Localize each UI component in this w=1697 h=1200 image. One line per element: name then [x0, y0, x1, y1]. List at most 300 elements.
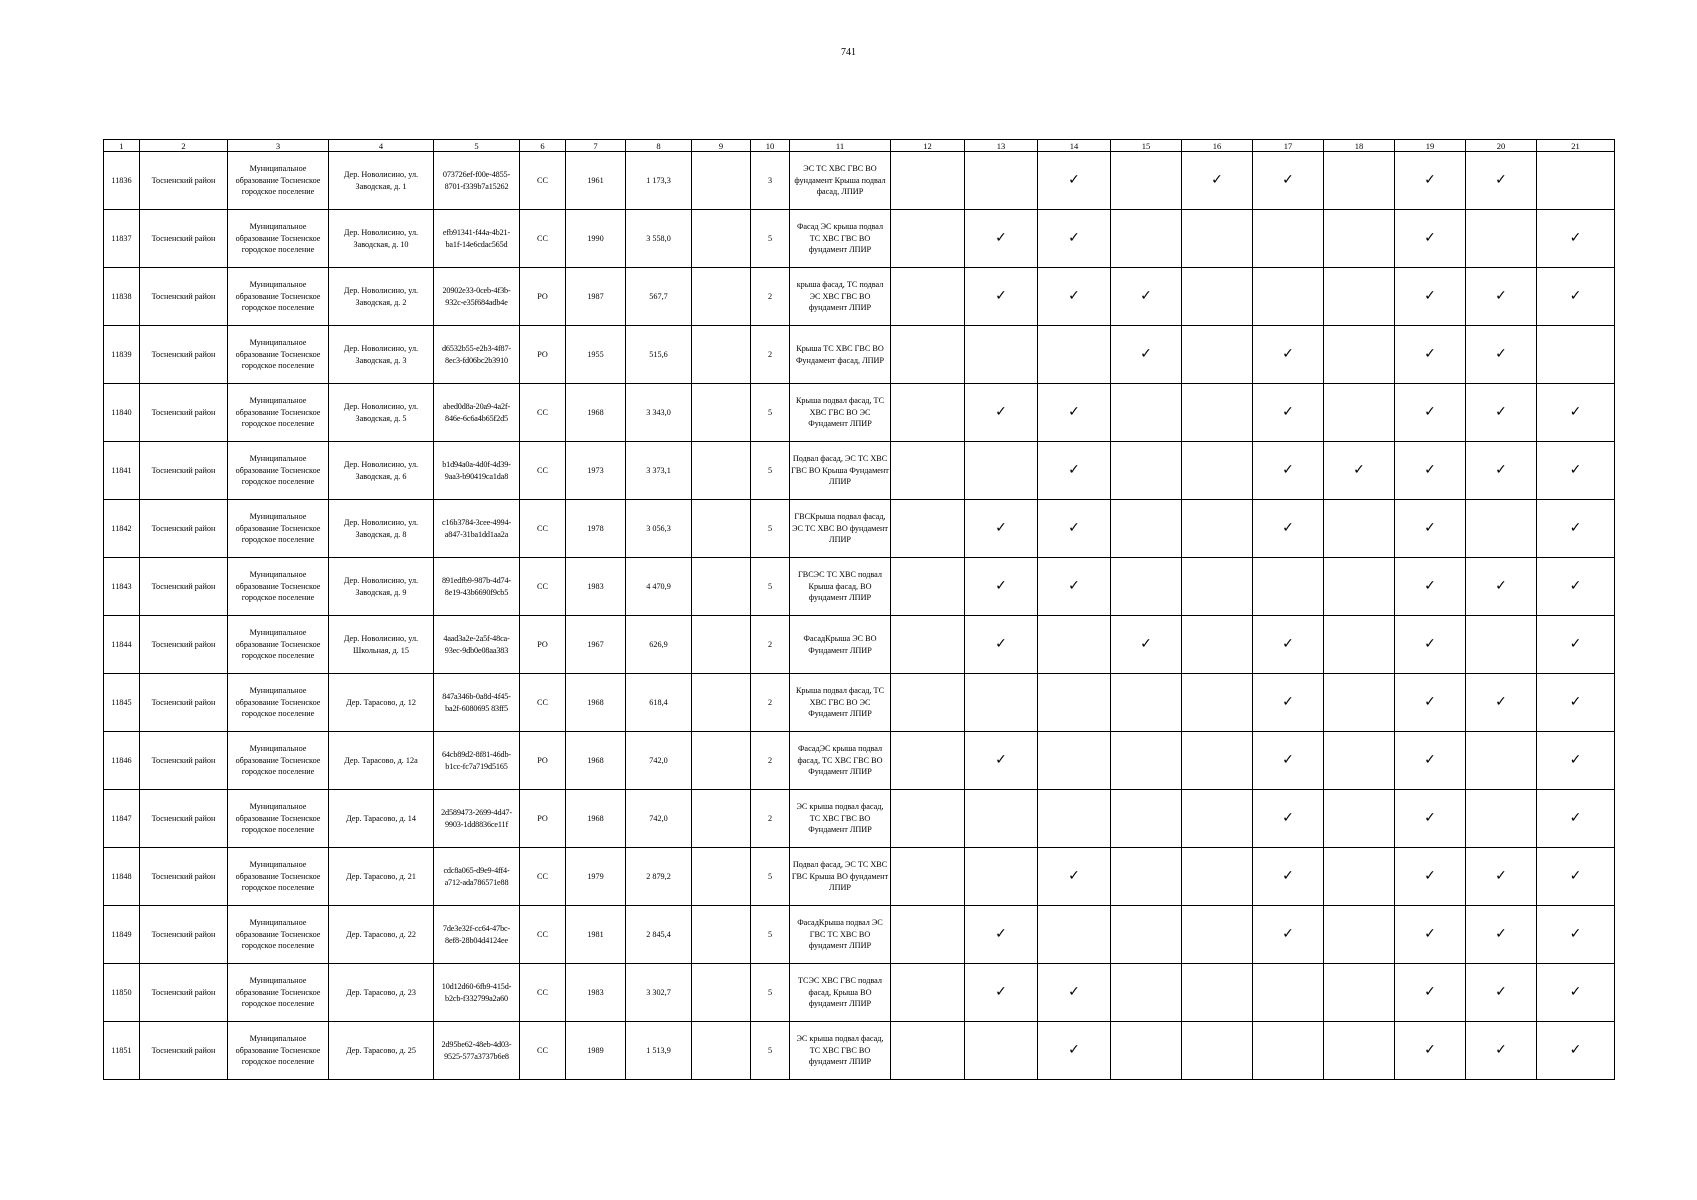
cell-check-col-14: [1038, 848, 1111, 906]
page-number: 741: [841, 47, 856, 58]
cell-guid: 2d95be62-48eb-4d03-9525-577a3737b6e8: [434, 1022, 520, 1080]
cell-year: 1961: [566, 152, 626, 210]
cell-check-col-19: [1395, 848, 1466, 906]
cell-c12: [891, 790, 965, 848]
cell-check-col-15: [1111, 500, 1182, 558]
cell-municipality: Муниципальное образование Тосненское городское поселение: [228, 210, 329, 268]
cell-address: Дер. Тарасово, д. 12а: [329, 732, 434, 790]
column-header: 1: [104, 140, 140, 152]
cell-check-col-21: [1537, 790, 1615, 848]
cell-check-col-14: [1038, 964, 1111, 1022]
table-row: [104, 732, 1615, 790]
cell-check-col-20: [1466, 964, 1537, 1022]
checkmark-icon: ✓: [1068, 868, 1080, 885]
cell-address: Дер. Тарасово, д. 12: [329, 674, 434, 732]
cell-district: Тосненский район: [140, 500, 228, 558]
checkmark-icon: ✓: [1495, 462, 1507, 479]
checkmark-icon: ✓: [1495, 404, 1507, 421]
cell-type: СС: [520, 152, 566, 210]
checkmark-icon: ✓: [1140, 346, 1152, 363]
cell-check-col-17: [1253, 790, 1324, 848]
cell-works: ЭС ТС ХВС ГВС ВО фундамент Крыша подвал фасад, ЛПИР: [790, 152, 891, 210]
cell-check-col-20: [1466, 558, 1537, 616]
table-row: [104, 384, 1615, 442]
checkmark-icon: ✓: [1068, 462, 1080, 479]
cell-check-col-14: [1038, 326, 1111, 384]
checkmark-icon: ✓: [1424, 694, 1436, 711]
cell-area: 626,9: [626, 616, 692, 674]
cell-c9: [692, 790, 751, 848]
cell-municipality: Муниципальное образование Тосненское городское поселение: [228, 964, 329, 1022]
checkmark-icon: ✓: [1569, 404, 1582, 421]
cell-check-col-18: [1324, 964, 1395, 1022]
checkmark-icon: ✓: [1424, 868, 1436, 885]
checkmark-icon: ✓: [1282, 694, 1294, 711]
checkmark-icon: ✓: [1424, 230, 1436, 247]
cell-check-col-16: [1182, 906, 1253, 964]
cell-check-col-20: [1466, 790, 1537, 848]
cell-area: 4 470,9: [626, 558, 692, 616]
cell-check-col-16: [1182, 326, 1253, 384]
cell-c12: [891, 964, 965, 1022]
cell-area: 3 558,0: [626, 210, 692, 268]
cell-works: Крыша ТС ХВС ГВС ВО Фундамент фасад, ЛПИР: [790, 326, 891, 384]
cell-type: СС: [520, 384, 566, 442]
cell-c12: [891, 268, 965, 326]
cell-check-col-16: [1182, 152, 1253, 210]
cell-area: 3 343,0: [626, 384, 692, 442]
cell-check-col-18: [1324, 674, 1395, 732]
table-row: [104, 906, 1615, 964]
column-header: 3: [228, 140, 329, 152]
column-header: 18: [1324, 140, 1395, 152]
cell-district: Тосненский район: [140, 906, 228, 964]
cell-guid: d6532b55-e2b3-4f87-8ec3-fd06bc2b3910: [434, 326, 520, 384]
cell-c9: [692, 674, 751, 732]
checkmark-icon: ✓: [1211, 172, 1223, 189]
cell-district: Тосненский район: [140, 384, 228, 442]
cell-id: 11845: [104, 674, 140, 732]
cell-check-col-18: [1324, 1022, 1395, 1080]
cell-area: 3 302,7: [626, 964, 692, 1022]
cell-year: 1987: [566, 268, 626, 326]
cell-municipality: Муниципальное образование Тосненское городское поселение: [228, 848, 329, 906]
checkmark-icon: ✓: [1495, 984, 1507, 1001]
cell-check-col-17: [1253, 964, 1324, 1022]
cell-check-col-15: [1111, 1022, 1182, 1080]
cell-type: СС: [520, 500, 566, 558]
cell-check-col-18: [1324, 906, 1395, 964]
checkmark-icon: ✓: [1424, 288, 1436, 305]
checkmark-icon: ✓: [1282, 172, 1294, 189]
cell-check-col-17: [1253, 384, 1324, 442]
cell-c10: 5: [751, 906, 790, 964]
cell-check-col-19: [1395, 210, 1466, 268]
cell-works: Подвал фасад, ЭС ТС ХВС ГВС ВО Крыша Фундамент ЛПИР: [790, 442, 891, 500]
cell-c10: 5: [751, 500, 790, 558]
cell-municipality: Муниципальное образование Тосненское городское поселение: [228, 442, 329, 500]
cell-year: 1968: [566, 674, 626, 732]
column-header: 16: [1182, 140, 1253, 152]
cell-guid: 891edfb9-987b-4d74-8e19-43b6690f9cb5: [434, 558, 520, 616]
cell-area: 742,0: [626, 732, 692, 790]
cell-year: 1967: [566, 616, 626, 674]
cell-year: 1981: [566, 906, 626, 964]
cell-c10: 5: [751, 1022, 790, 1080]
cell-check-col-20: [1466, 906, 1537, 964]
cell-c9: [692, 326, 751, 384]
table-row: [104, 558, 1615, 616]
cell-check-col-14: [1038, 210, 1111, 268]
cell-check-col-13: [965, 442, 1038, 500]
cell-check-col-16: [1182, 210, 1253, 268]
cell-id: 11847: [104, 790, 140, 848]
cell-c12: [891, 848, 965, 906]
cell-check-col-16: [1182, 442, 1253, 500]
table-row: [104, 616, 1615, 674]
cell-works: Фасад ЭС крыша подвал ТС ХВС ГВС ВО фундамент ЛПИР: [790, 210, 891, 268]
cell-type: РО: [520, 268, 566, 326]
cell-c12: [891, 616, 965, 674]
cell-c12: [891, 210, 965, 268]
cell-check-col-15: [1111, 790, 1182, 848]
cell-area: 618,4: [626, 674, 692, 732]
cell-check-col-15: [1111, 906, 1182, 964]
cell-check-col-13: [965, 268, 1038, 326]
cell-district: Тосненский район: [140, 268, 228, 326]
cell-area: 515,6: [626, 326, 692, 384]
cell-c9: [692, 210, 751, 268]
cell-check-col-13: [965, 964, 1038, 1022]
housing-register-table: [103, 139, 1615, 1080]
cell-c12: [891, 906, 965, 964]
cell-c9: [692, 848, 751, 906]
cell-check-col-18: [1324, 326, 1395, 384]
cell-c10: 5: [751, 210, 790, 268]
cell-check-col-21: [1537, 210, 1615, 268]
cell-district: Тосненский район: [140, 732, 228, 790]
cell-address: Дер. Новолисино, ул. Заводская, д. 10: [329, 210, 434, 268]
cell-check-col-16: [1182, 500, 1253, 558]
cell-municipality: Муниципальное образование Тосненское городское поселение: [228, 906, 329, 964]
cell-check-col-14: [1038, 442, 1111, 500]
cell-check-col-16: [1182, 558, 1253, 616]
column-header: 4: [329, 140, 434, 152]
cell-check-col-20: [1466, 268, 1537, 326]
cell-type: СС: [520, 964, 566, 1022]
cell-area: 742,0: [626, 790, 692, 848]
checkmark-icon: ✓: [995, 520, 1007, 537]
column-header: 10: [751, 140, 790, 152]
cell-check-col-14: [1038, 152, 1111, 210]
cell-c9: [692, 442, 751, 500]
checkmark-icon: ✓: [1282, 636, 1294, 653]
checkmark-icon: ✓: [1424, 926, 1436, 943]
cell-c9: [692, 152, 751, 210]
cell-year: 1978: [566, 500, 626, 558]
cell-check-col-13: [965, 1022, 1038, 1080]
checkmark-icon: ✓: [1569, 520, 1582, 537]
checkmark-icon: ✓: [1424, 636, 1436, 653]
checkmark-icon: ✓: [995, 404, 1007, 421]
cell-municipality: Муниципальное образование Тосненское городское поселение: [228, 500, 329, 558]
cell-check-col-20: [1466, 674, 1537, 732]
cell-guid: 073726ef-f00e-4855-8701-f339b7a15262: [434, 152, 520, 210]
cell-check-col-21: [1537, 152, 1615, 210]
cell-check-col-14: [1038, 732, 1111, 790]
cell-check-col-15: [1111, 616, 1182, 674]
cell-area: 567,7: [626, 268, 692, 326]
cell-c10: 2: [751, 790, 790, 848]
cell-c9: [692, 558, 751, 616]
cell-check-col-17: [1253, 442, 1324, 500]
checkmark-icon: ✓: [1140, 288, 1152, 305]
cell-year: 1983: [566, 558, 626, 616]
cell-type: СС: [520, 848, 566, 906]
cell-check-col-21: [1537, 732, 1615, 790]
checkmark-icon: ✓: [1353, 462, 1365, 479]
checkmark-icon: ✓: [995, 230, 1007, 247]
cell-check-col-18: [1324, 442, 1395, 500]
cell-address: Дер. Новолисино, ул. Заводская, д. 2: [329, 268, 434, 326]
cell-check-col-16: [1182, 790, 1253, 848]
cell-check-col-17: [1253, 616, 1324, 674]
cell-district: Тосненский район: [140, 210, 228, 268]
cell-check-col-21: [1537, 384, 1615, 442]
checkmark-icon: ✓: [1068, 288, 1080, 305]
cell-area: 2 879,2: [626, 848, 692, 906]
cell-id: 11851: [104, 1022, 140, 1080]
cell-c10: 5: [751, 848, 790, 906]
cell-check-col-15: [1111, 674, 1182, 732]
cell-check-col-21: [1537, 964, 1615, 1022]
cell-check-col-14: [1038, 1022, 1111, 1080]
cell-district: Тосненский район: [140, 616, 228, 674]
cell-check-col-20: [1466, 326, 1537, 384]
checkmark-icon: ✓: [1495, 694, 1507, 711]
cell-c12: [891, 732, 965, 790]
cell-check-col-17: [1253, 1022, 1324, 1080]
cell-year: 1990: [566, 210, 626, 268]
cell-guid: abed0d8a-20a9-4a2f-846e-6c6a4b65f2d5: [434, 384, 520, 442]
cell-c10: 2: [751, 732, 790, 790]
checkmark-icon: ✓: [1569, 230, 1582, 247]
checkmark-icon: ✓: [1282, 346, 1294, 363]
checkmark-icon: ✓: [1495, 868, 1507, 885]
checkmark-icon: ✓: [1282, 752, 1294, 769]
table-row: [104, 326, 1615, 384]
checkmark-icon: ✓: [1495, 288, 1507, 305]
cell-check-col-15: [1111, 848, 1182, 906]
cell-check-col-18: [1324, 616, 1395, 674]
checkmark-icon: ✓: [1569, 926, 1582, 943]
cell-c9: [692, 1022, 751, 1080]
cell-address: Дер. Новолисино, ул. Заводская, д. 5: [329, 384, 434, 442]
cell-check-col-19: [1395, 674, 1466, 732]
cell-id: 11849: [104, 906, 140, 964]
cell-check-col-19: [1395, 790, 1466, 848]
checkmark-icon: ✓: [1495, 578, 1507, 595]
cell-check-col-21: [1537, 268, 1615, 326]
cell-c10: 2: [751, 268, 790, 326]
cell-check-col-17: [1253, 558, 1324, 616]
cell-type: РО: [520, 616, 566, 674]
cell-c10: 3: [751, 152, 790, 210]
cell-check-col-21: [1537, 848, 1615, 906]
table-row: [104, 964, 1615, 1022]
cell-check-col-19: [1395, 152, 1466, 210]
checkmark-icon: ✓: [1424, 1042, 1436, 1059]
cell-c12: [891, 674, 965, 732]
cell-check-col-13: [965, 848, 1038, 906]
checkmark-icon: ✓: [1569, 1042, 1582, 1059]
column-header: 7: [566, 140, 626, 152]
cell-c10: 5: [751, 442, 790, 500]
cell-c12: [891, 152, 965, 210]
cell-c9: [692, 268, 751, 326]
cell-guid: 64cb89d2-8f81-46db-b1cc-fc7a719d5165: [434, 732, 520, 790]
cell-c9: [692, 616, 751, 674]
cell-area: 1 173,3: [626, 152, 692, 210]
column-header: 12: [891, 140, 965, 152]
cell-check-col-14: [1038, 906, 1111, 964]
cell-check-col-20: [1466, 384, 1537, 442]
cell-check-col-15: [1111, 152, 1182, 210]
cell-check-col-17: [1253, 732, 1324, 790]
cell-works: ТСЭС ХВС ГВС подвал фасад, Крыша ВО фундамент ЛПИР: [790, 964, 891, 1022]
cell-check-col-16: [1182, 964, 1253, 1022]
cell-check-col-19: [1395, 326, 1466, 384]
column-header: 20: [1466, 140, 1537, 152]
checkmark-icon: ✓: [1569, 636, 1582, 653]
cell-address: Дер. Новолисино, ул. Заводская, д. 3: [329, 326, 434, 384]
cell-works: Крыша подвал фасад, ТС ХВС ГВС ВО ЭС Фундамент ЛПИР: [790, 384, 891, 442]
cell-municipality: Муниципальное образование Тосненское городское поселение: [228, 152, 329, 210]
cell-check-col-21: [1537, 558, 1615, 616]
cell-c12: [891, 384, 965, 442]
checkmark-icon: ✓: [1569, 694, 1582, 711]
cell-area: 3 373,1: [626, 442, 692, 500]
cell-guid: 2d589473-2699-4d47-9903-1dd8836ce11f: [434, 790, 520, 848]
cell-address: Дер. Тарасово, д. 25: [329, 1022, 434, 1080]
cell-id: 11850: [104, 964, 140, 1022]
cell-year: 1973: [566, 442, 626, 500]
cell-guid: 847a346b-0a8d-4f45-ba2f-6080695 83ff5: [434, 674, 520, 732]
table-row: [104, 1022, 1615, 1080]
cell-check-col-17: [1253, 500, 1324, 558]
cell-c10: 5: [751, 558, 790, 616]
cell-area: 2 845,4: [626, 906, 692, 964]
checkmark-icon: ✓: [1068, 230, 1080, 247]
cell-type: СС: [520, 674, 566, 732]
cell-check-col-18: [1324, 384, 1395, 442]
cell-year: 1983: [566, 964, 626, 1022]
checkmark-icon: ✓: [1424, 404, 1436, 421]
cell-year: 1968: [566, 732, 626, 790]
cell-check-col-19: [1395, 268, 1466, 326]
cell-check-col-18: [1324, 558, 1395, 616]
cell-type: СС: [520, 1022, 566, 1080]
checkmark-icon: ✓: [1569, 984, 1582, 1001]
cell-check-col-19: [1395, 500, 1466, 558]
cell-check-col-20: [1466, 848, 1537, 906]
cell-address: Дер. Новолисино, ул. Заводская, д. 8: [329, 500, 434, 558]
cell-guid: c16b3784-3cee-4994-a847-31ba1dd1aa2a: [434, 500, 520, 558]
cell-address: Дер. Тарасово, д. 23: [329, 964, 434, 1022]
checkmark-icon: ✓: [1068, 520, 1080, 537]
cell-check-col-19: [1395, 384, 1466, 442]
cell-c10: 2: [751, 674, 790, 732]
checkmark-icon: ✓: [1569, 810, 1582, 827]
cell-district: Тосненский район: [140, 152, 228, 210]
cell-check-col-21: [1537, 442, 1615, 500]
cell-id: 11837: [104, 210, 140, 268]
cell-c9: [692, 732, 751, 790]
cell-check-col-13: [965, 674, 1038, 732]
cell-check-col-14: [1038, 384, 1111, 442]
cell-id: 11836: [104, 152, 140, 210]
cell-guid: 4aad3a2e-2a5f-48ca-93ec-9db0e08aa383: [434, 616, 520, 674]
cell-check-col-17: [1253, 210, 1324, 268]
cell-check-col-16: [1182, 732, 1253, 790]
cell-check-col-15: [1111, 268, 1182, 326]
cell-c10: 5: [751, 384, 790, 442]
cell-year: 1979: [566, 848, 626, 906]
cell-municipality: Муниципальное образование Тосненское городское поселение: [228, 326, 329, 384]
checkmark-icon: ✓: [1424, 810, 1436, 827]
cell-check-col-15: [1111, 384, 1182, 442]
cell-check-col-19: [1395, 906, 1466, 964]
column-header: 19: [1395, 140, 1466, 152]
checkmark-icon: ✓: [1282, 868, 1294, 885]
cell-district: Тосненский район: [140, 442, 228, 500]
cell-type: РО: [520, 326, 566, 384]
cell-id: 11841: [104, 442, 140, 500]
cell-address: Дер. Тарасово, д. 14: [329, 790, 434, 848]
column-header: 13: [965, 140, 1038, 152]
cell-check-col-18: [1324, 152, 1395, 210]
cell-district: Тосненский район: [140, 558, 228, 616]
table-row: [104, 848, 1615, 906]
column-header: 15: [1111, 140, 1182, 152]
cell-check-col-17: [1253, 674, 1324, 732]
table-row: [104, 674, 1615, 732]
cell-address: Дер. Тарасово, д. 22: [329, 906, 434, 964]
cell-check-col-16: [1182, 384, 1253, 442]
cell-check-col-18: [1324, 732, 1395, 790]
cell-check-col-16: [1182, 674, 1253, 732]
checkmark-icon: ✓: [1068, 984, 1080, 1001]
cell-check-col-17: [1253, 906, 1324, 964]
table-row: [104, 152, 1615, 210]
cell-c9: [692, 964, 751, 1022]
cell-works: ГВСЭС ТС ХВС подвал Крыша фасад, ВО фундамент ЛПИР: [790, 558, 891, 616]
cell-c12: [891, 500, 965, 558]
cell-id: 11848: [104, 848, 140, 906]
checkmark-icon: ✓: [1495, 926, 1507, 943]
cell-works: Крыша подвал фасад, ТС ХВС ГВС ВО ЭС Фундамент ЛПИР: [790, 674, 891, 732]
cell-check-col-18: [1324, 790, 1395, 848]
checkmark-icon: ✓: [1569, 288, 1582, 305]
cell-guid: b1d94a0a-4d0f-4d39-9aa3-b90419ca1da8: [434, 442, 520, 500]
cell-check-col-21: [1537, 674, 1615, 732]
cell-check-col-19: [1395, 616, 1466, 674]
cell-check-col-15: [1111, 732, 1182, 790]
checkmark-icon: ✓: [1068, 404, 1080, 421]
table-body: [104, 152, 1615, 1080]
cell-check-col-20: [1466, 210, 1537, 268]
cell-check-col-20: [1466, 152, 1537, 210]
